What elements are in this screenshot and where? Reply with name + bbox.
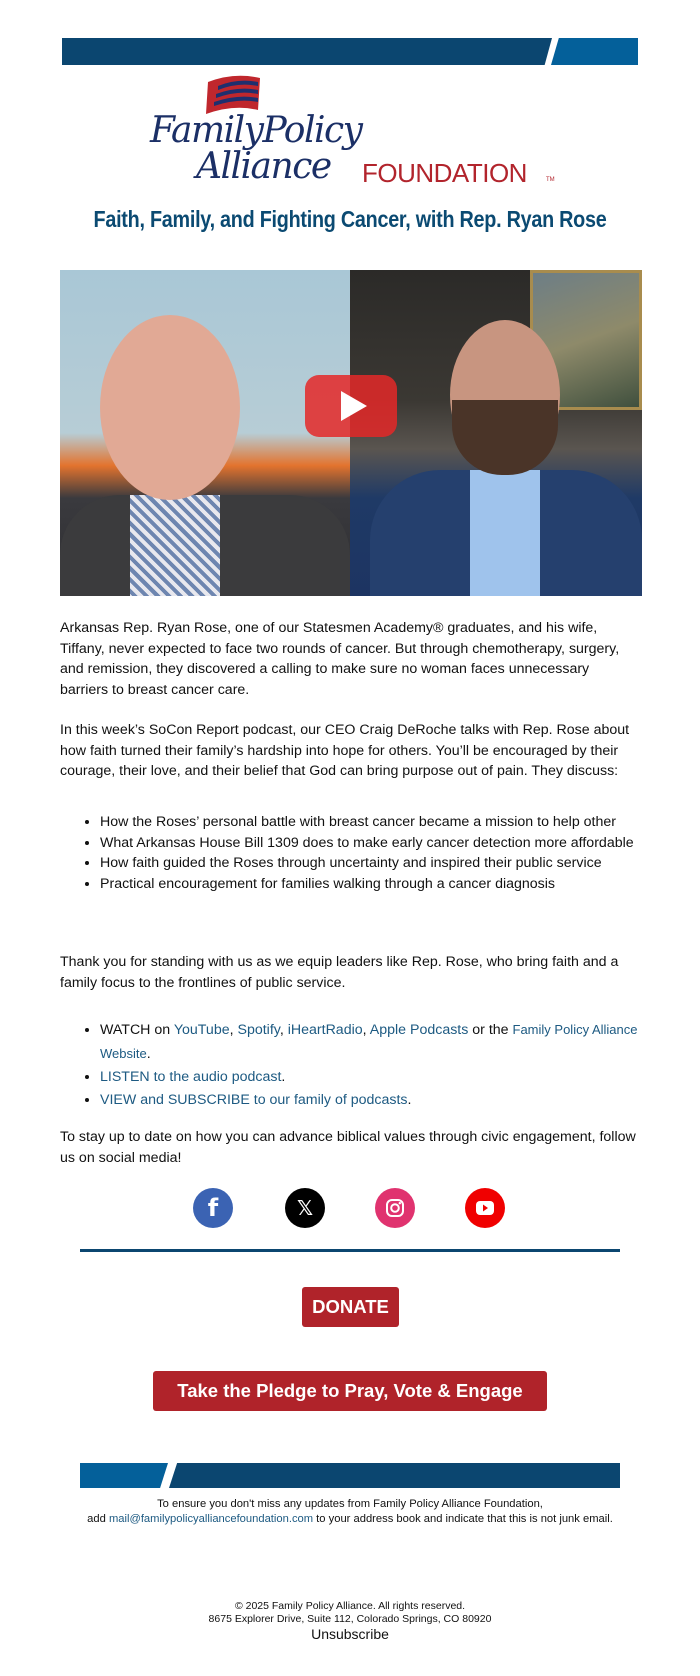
- podcast-paragraph: In this week’s SoCon Report podcast, our CEO Craig DeRoche talks with Rep. Rose about how faith turned their family’s hardship into hope for others. You’ll be encouraged by their courage, their love, and their belief that God can bring purpose out of pain. They discuss:: [60, 722, 630, 779]
- donate-button[interactable]: DONATE: [302, 1287, 399, 1327]
- list-item: • How faith guided the Roses through uncertainty and inspired their public service: [100, 853, 640, 874]
- discussion-list: [60, 812, 640, 894]
- listen-link[interactable]: LISTEN to the audio podcast: [100, 1069, 282, 1085]
- list-item: [100, 1089, 640, 1112]
- guest-right-frame: [350, 270, 642, 596]
- youtube-play-icon[interactable]: [305, 375, 397, 437]
- safelist-notice: [80, 1497, 620, 1526]
- logo-line3: FOUNDATION: [362, 158, 527, 188]
- instagram-glyph: [385, 1198, 405, 1218]
- instagram-icon[interactable]: [375, 1188, 415, 1228]
- list-item: • What Arkansas House Bill 1309 does to make early cancer detection more affordable: [100, 833, 640, 854]
- sep: ,: [362, 1022, 370, 1038]
- copyright: © 2025 Family Policy Alliance. All rights reserved.: [234, 1600, 466, 1612]
- youtube-link[interactable]: YouTube: [173, 1022, 230, 1038]
- sep: ,: [279, 1022, 288, 1038]
- page-title: Faith, Family, and Fighting Cancer, with Rep. Ryan Rose: [93, 206, 607, 232]
- youtube-icon[interactable]: [465, 1188, 505, 1228]
- period: .: [146, 1046, 151, 1062]
- or-the: or the: [468, 1022, 513, 1038]
- logo-line1: FamilyPolicy: [150, 110, 362, 151]
- facebook-icon[interactable]: [193, 1188, 233, 1228]
- add-label: add: [87, 1512, 109, 1525]
- section-divider: [80, 1249, 620, 1252]
- logo-tm: TM: [546, 177, 555, 183]
- notice-rest: to your address book and indicate that this is not junk email.: [313, 1512, 613, 1525]
- notice-line: To ensure you don't miss any updates from Family Policy Alliance Foundation,: [157, 1498, 543, 1510]
- iheartradio-link[interactable]: iHeartRadio: [287, 1022, 363, 1038]
- logo-line2: Alliance: [196, 146, 331, 187]
- spotify-link[interactable]: Spotify: [237, 1022, 280, 1038]
- list-item: [100, 1066, 640, 1089]
- guest-left-frame: [60, 270, 350, 596]
- links-list: [60, 1018, 640, 1112]
- footer-info: [80, 1600, 620, 1643]
- sep: ,: [229, 1022, 238, 1038]
- email-link[interactable]: mail@familypolicyalliancefoundation.com: [108, 1512, 314, 1525]
- x-twitter-icon[interactable]: [285, 1188, 325, 1228]
- header-banner: [62, 38, 638, 65]
- list-item: • Practical encouragement for families walking through a cancer diagnosis: [100, 874, 640, 895]
- period: .: [281, 1069, 286, 1085]
- notice-line: [80, 1512, 620, 1527]
- family-policy-alliance-foundation-logo[interactable]: [150, 74, 560, 189]
- intro-paragraph: Arkansas Rep. Ryan Rose, one of our Statesmen Academy® graduates, and his wife, Tiffany, never expected to face two rounds of cancer. But through chemotherapy, surgery, and remission, they discovered a calling to make sure no woman faces unnecessary barriers to breast cancer care.: [60, 620, 620, 698]
- watch-label: WATCH on: [100, 1022, 174, 1038]
- thanks-paragraph: Thank you for standing with us as we equip leaders like Rep. Rose, who bring faith and a family focus to the frontlines of public service.: [60, 954, 619, 991]
- pledge-button[interactable]: Take the Pledge to Pray, Vote & Engage: [153, 1371, 547, 1411]
- website-link[interactable]: Family Policy Alliance Website: [100, 1022, 638, 1061]
- list-item: • How the Roses’ personal battle with breast cancer became a mission to help other: [100, 812, 640, 833]
- list-item: [100, 1018, 640, 1066]
- facebook-glyph: f: [207, 1194, 219, 1222]
- x-glyph: 𝕏: [296, 1196, 314, 1220]
- period: .: [407, 1092, 412, 1108]
- view-subscribe-link[interactable]: VIEW and SUBSCRIBE to our family of podcasts: [100, 1092, 408, 1108]
- unsubscribe-link[interactable]: Unsubscribe: [311, 1626, 389, 1642]
- youtube-glyph: [475, 1200, 495, 1216]
- footer-banner: [80, 1463, 620, 1488]
- social-paragraph: To stay up to date on how you can advance biblical values through civic engagement, follow us on social media!: [60, 1129, 636, 1166]
- address: 8675 Explorer Drive, Suite 112, Colorado Springs, CO 80920: [208, 1613, 492, 1625]
- video-thumbnail[interactable]: [60, 270, 642, 596]
- apple-podcasts-link[interactable]: Apple Podcasts: [369, 1022, 469, 1038]
